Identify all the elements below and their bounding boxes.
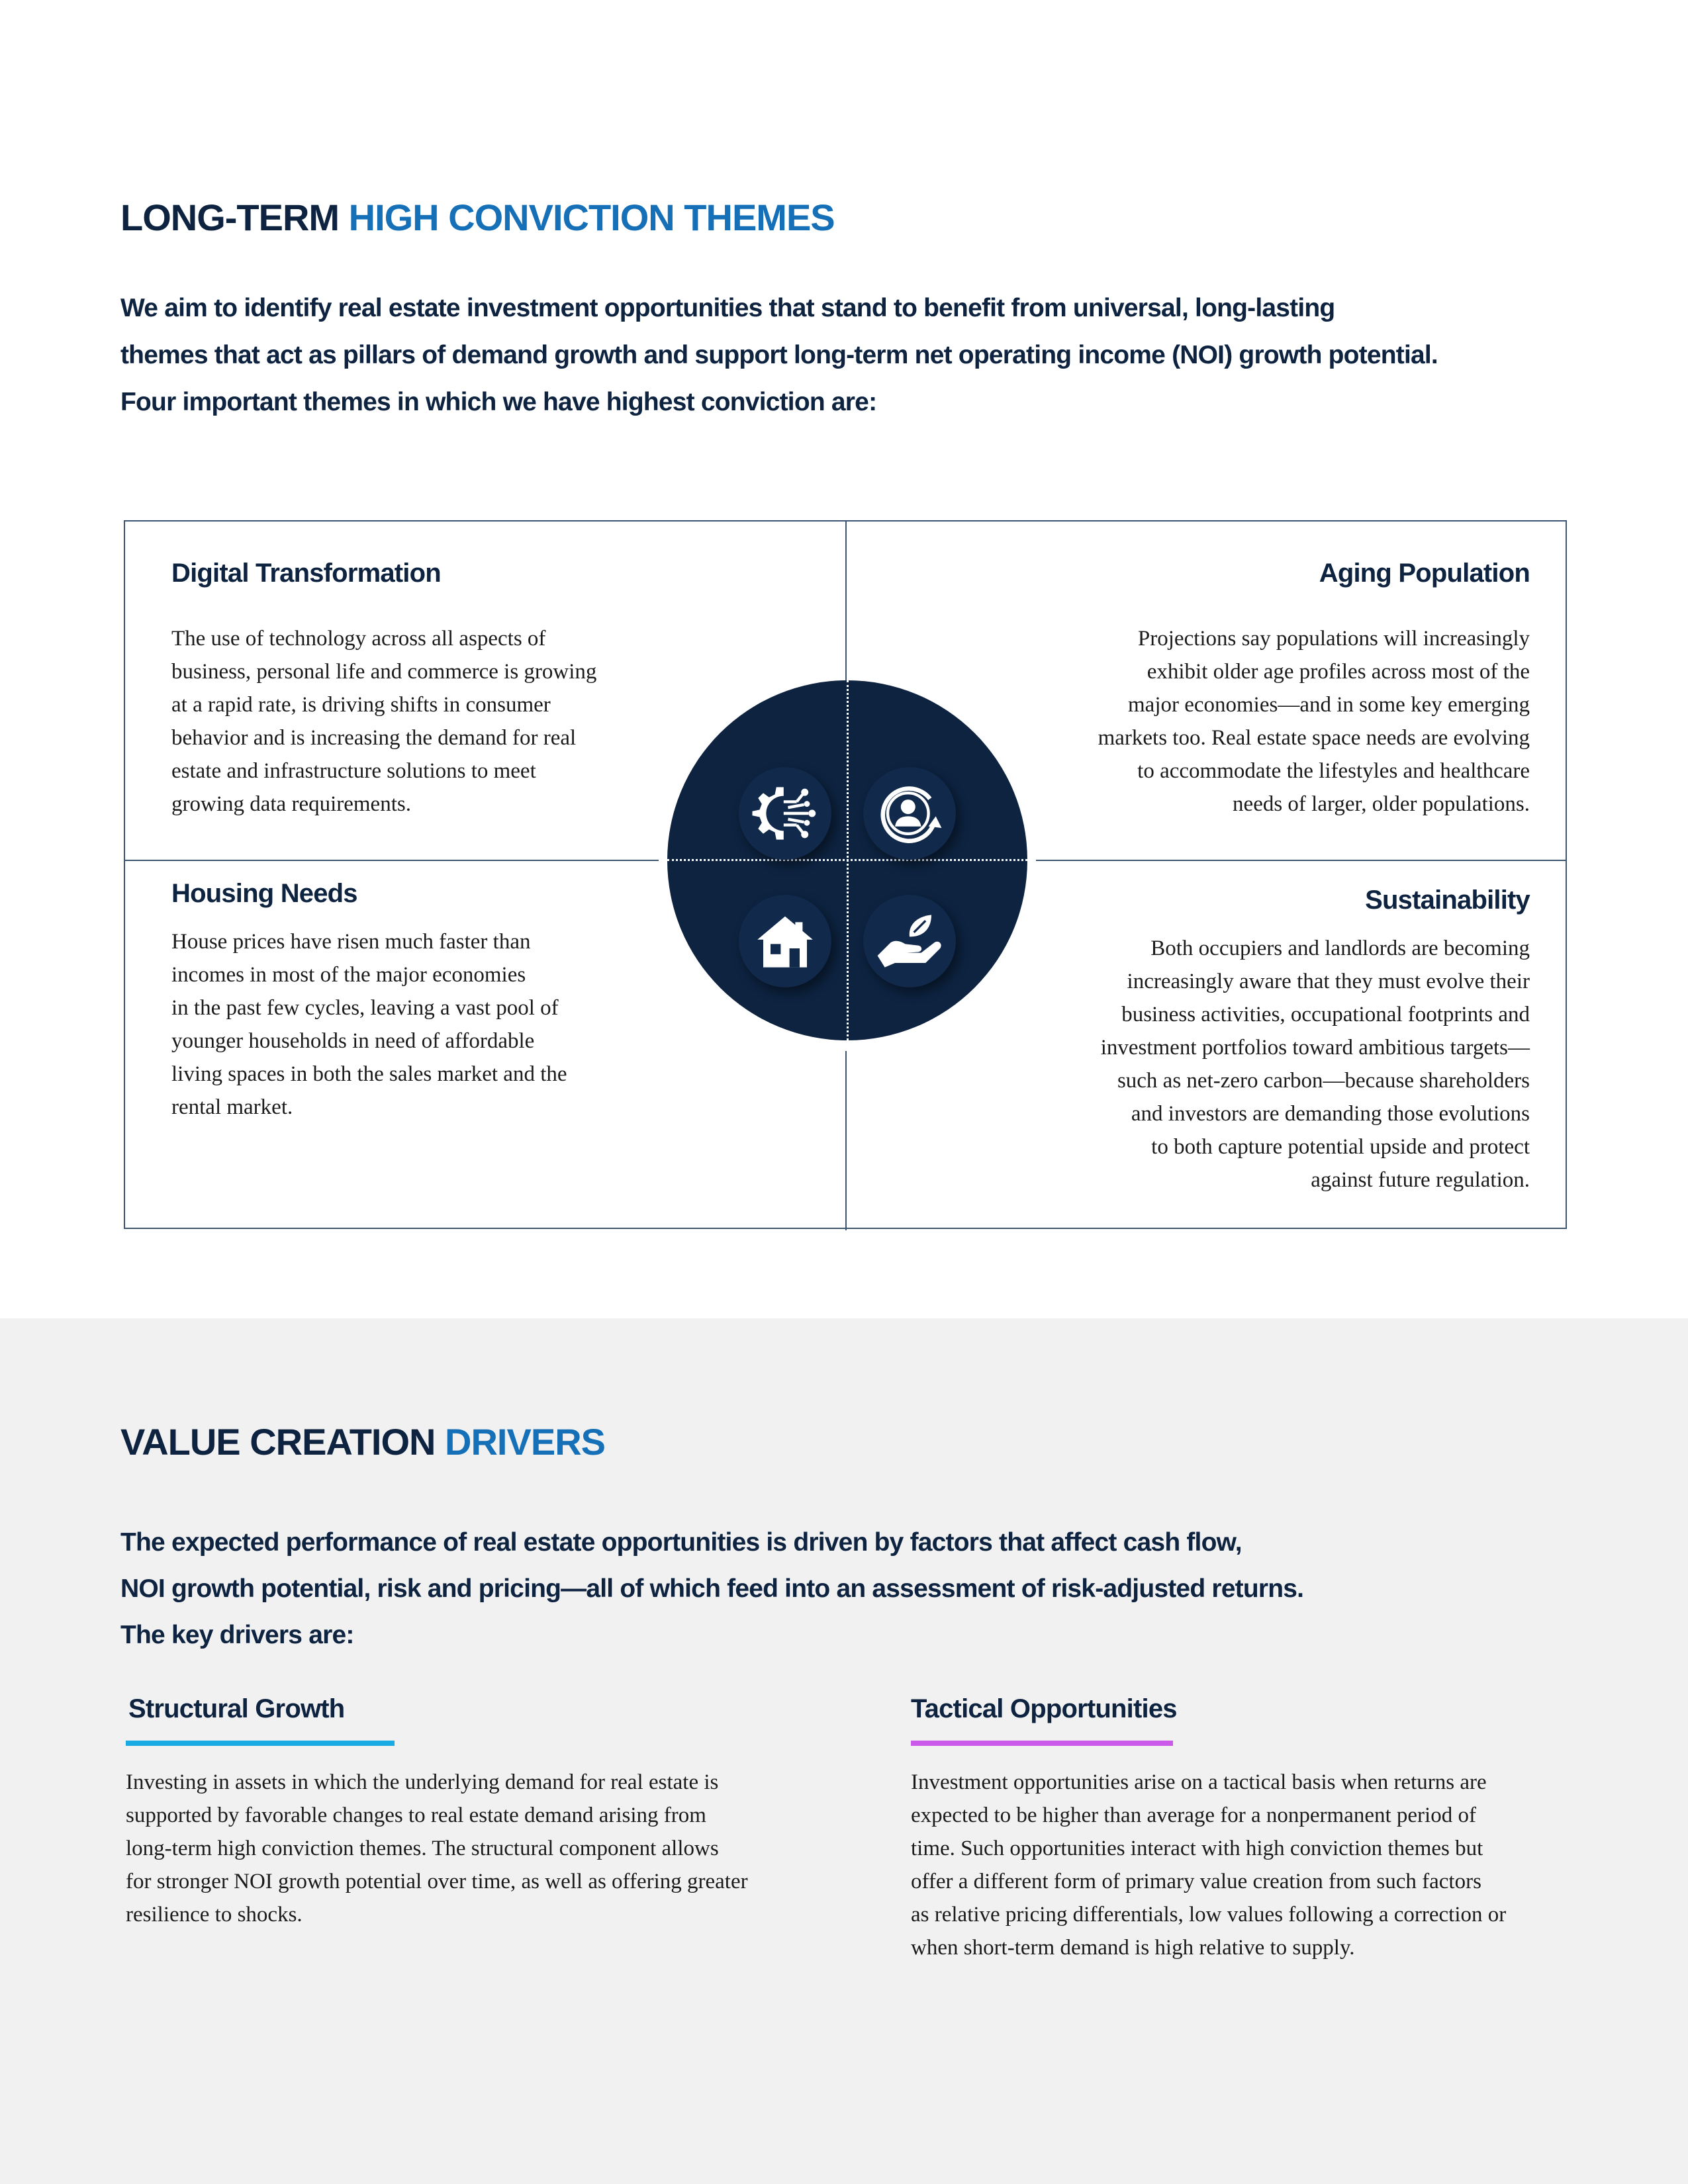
theme-body-line: growing data requirements. [171,792,411,816]
driver-body-line: time. Such opportunities interact with high conviction themes but [911,1837,1483,1860]
person-cycle-icon [863,767,956,860]
driver-body-structural-growth [126,1766,748,1931]
driver-body-line: offer a different form of primary value creation from such factors [911,1870,1481,1893]
theme-body-line: House prices have risen much faster than [171,930,531,954]
house-icon [739,895,831,987]
drivers-intro-line: NOI growth potential, risk and pricing—all of which feed into an assessment of risk-adjusted returns. [120,1574,1304,1603]
themes-heading [120,196,835,239]
theme-body-line: living spaces in both the sales market and the [171,1062,567,1086]
driver-body-tactical-opportunities [911,1766,1506,1964]
themes-intro-line: themes that act as pillars of demand growth and support long-term net operating income (NOI) growth potential. [120,341,1438,369]
themes-intro-line: Four important themes in which we have highest conviction are: [120,388,877,416]
theme-title-housing-needs: Housing Needs [171,879,357,908]
theme-body-line: The use of technology across all aspects of [171,627,546,651]
gear-circuit-icon [739,767,831,860]
theme-body-line: rental market. [171,1095,293,1119]
driver-body-line: for stronger NOI growth potential over time, as well as offering greater [126,1870,748,1893]
drivers-intro [120,1520,1511,1659]
person-cycle-icon-svg [873,777,946,850]
theme-body-line: estate and infrastructure solutions to meet [171,759,536,783]
themes-heading-dark: LONG-TERM [120,197,340,238]
grid-divider [845,522,847,694]
theme-body-sustainability [1101,932,1530,1197]
theme-body-line: exhibit older age profiles across most of the [1147,660,1530,684]
circle-divider [667,859,1027,861]
driver-body-line: supported by favorable changes to real estate demand arising from [126,1803,706,1827]
theme-body-aging-population [1098,622,1530,821]
theme-title-digital-transformation: Digital Transformation [171,559,441,588]
theme-body-line: and investors are demanding those evolutions [1131,1102,1530,1126]
driver-title-structural-growth: Structural Growth [128,1694,345,1723]
theme-body-line: investment portfolios toward ambitious targets— [1100,1036,1530,1060]
theme-body-line: against future regulation. [1311,1168,1530,1192]
theme-body-line: Projections say populations will increasingly [1137,627,1530,651]
theme-body-line: incomes in most of the major economies [171,963,526,987]
theme-body-line: in the past few cycles, leaving a vast pool of [171,996,559,1020]
theme-body-line: increasingly aware that they must evolve their [1127,970,1530,993]
theme-body-line: markets too. Real estate space needs are evolving [1098,726,1530,750]
theme-body-digital-transformation [171,622,596,821]
grid-divider [125,860,659,861]
drivers-intro-line: The expected performance of real estate opportunities is driven by factors that affect cash flow, [120,1528,1242,1557]
drivers-heading-dark: VALUE CREATION [120,1421,436,1463]
themes-intro-line: We aim to identify real estate investment opportunities that stand to benefit from universal, long-lasting [120,294,1335,322]
theme-body-line: Both occupiers and landlords are becoming [1150,936,1530,960]
themes-heading-accent: HIGH CONVICTION THEMES [348,197,835,238]
theme-body-line: to both capture potential upside and protect [1151,1135,1530,1159]
themes-circle [667,680,1027,1040]
hand-leaf-icon [863,895,956,987]
structural-growth-underline [126,1741,395,1746]
driver-body-line: long-term high conviction themes. The structural component allows [126,1837,719,1860]
theme-body-housing-needs [171,925,567,1124]
driver-body-line: when short-term demand is high relative to supply. [911,1936,1355,1960]
driver-body-line: Investment opportunities arise on a tactical basis when returns are [911,1770,1487,1794]
drivers-heading-accent: DRIVERS [445,1421,605,1463]
theme-body-line: such as net-zero carbon—because shareholders [1117,1069,1530,1093]
grid-divider [1036,860,1567,861]
driver-title-tactical-opportunities: Tactical Opportunities [911,1694,1177,1723]
theme-body-line: needs of larger, older populations. [1233,792,1530,816]
theme-body-line: at a rapid rate, is driving shifts in consumer [171,693,551,717]
driver-body-line: resilience to shocks. [126,1903,303,1927]
driver-body-line: Investing in assets in which the underlying demand for real estate is [126,1770,719,1794]
theme-body-line: to accommodate the lifestyles and healthcare [1137,759,1530,783]
theme-title-sustainability: Sustainability [1365,886,1530,915]
gear-circuit-icon-svg [749,777,821,850]
theme-body-line: business, personal life and commerce is growing [171,660,597,684]
theme-body-line: behavior and is increasing the demand for real [171,726,577,750]
hand-leaf-icon-svg [873,905,946,978]
drivers-intro-line: The key drivers are: [120,1621,354,1649]
tactical-opportunities-underline [911,1741,1173,1746]
themes-intro [120,285,1444,426]
house-icon-svg [749,905,821,978]
grid-divider [845,1051,847,1230]
theme-body-line: younger households in need of affordable [171,1029,535,1053]
theme-body-line: business activities, occupational footprints and [1121,1003,1530,1026]
drivers-heading [120,1420,605,1463]
driver-body-line: as relative pricing differentials, low values following a correction or [911,1903,1507,1927]
theme-title-aging-population: Aging Population [1319,559,1530,588]
theme-body-line: major economies—and in some key emerging [1128,693,1530,717]
driver-body-line: expected to be higher than average for a nonpermanent period of [911,1803,1476,1827]
